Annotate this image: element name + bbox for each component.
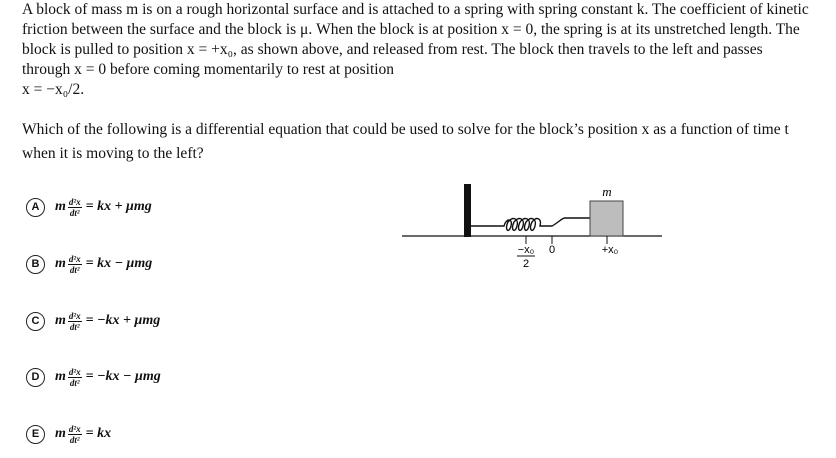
second-derivative [68,367,82,388]
mass-symbol: m [55,256,66,271]
tick-label-denominator: 2 [522,258,530,270]
choice-b[interactable] [26,250,152,278]
derivative-numerator: d²x [68,423,81,434]
derivative-numerator: d²x [68,196,81,207]
mass-symbol: m [55,369,66,384]
question-text: A block of mass m is on a rough horizontal surface and is attached to a spring with spring constant k. The coefficient of kinetic friction between the surface and the block is μ. When the block is at position x = 0, the spring is at its unstretched length. The block is pulled to position x = +x₀, as shown above, and released from rest. The block then travels to the left and passes through x = 0 before coming momentarily to rest at position [22,1,809,78]
derivative-numerator: d²x [68,310,81,321]
choice-letter: C [26,312,45,331]
choice-equation [55,367,161,388]
second-derivative [68,311,82,332]
mass-symbol: m [55,199,66,214]
choice-c[interactable] [26,307,160,335]
tick-label-zero: 0 [548,244,556,256]
wall [464,184,471,237]
tick-label-neg-x0: −x₀ [517,244,535,256]
derivative-numerator: d²x [68,366,81,377]
equation-rhs: = kx [85,426,112,441]
equation-rhs: = kx − μmg [85,256,153,271]
choice-a[interactable] [26,193,152,221]
derivative-denominator: dt² [69,377,80,388]
choice-equation [55,424,111,445]
choice-e[interactable] [26,420,111,448]
mass-symbol: m [55,426,66,441]
equation-rhs: = −kx − μmg [85,369,161,384]
derivative-denominator: dt² [69,434,80,445]
spring [471,218,564,230]
question-prompt: Which of the following is a differential equation that could be used to solve for the block’s position x as a function of time t when it is moving to the left? [22,121,789,162]
choice-letter: D [26,368,45,387]
choice-equation [55,311,160,332]
question-paragraph-1 [22,0,812,100]
second-derivative [68,197,82,218]
mass-symbol: m [55,313,66,328]
block-mass-label: m [602,184,612,199]
derivative-denominator: dt² [69,264,80,275]
choice-letter: A [26,198,45,217]
choice-letter: B [26,255,45,274]
derivative-numerator: d²x [68,253,81,264]
second-derivative [68,424,82,445]
question-text-end: x = −x₀/2. [22,81,85,98]
spring-block-diagram [400,178,670,273]
choice-d[interactable] [26,363,161,391]
equation-rhs: = −kx + μmg [85,313,161,328]
derivative-denominator: dt² [69,321,80,332]
tick-label-pos-x0: +x₀ [601,244,619,256]
choice-equation [55,197,152,218]
equation-rhs: = kx + μmg [85,199,152,214]
second-derivative [68,254,82,275]
derivative-denominator: dt² [69,207,80,218]
choice-letter: E [26,425,45,444]
choice-equation [55,254,152,275]
block [590,201,623,236]
